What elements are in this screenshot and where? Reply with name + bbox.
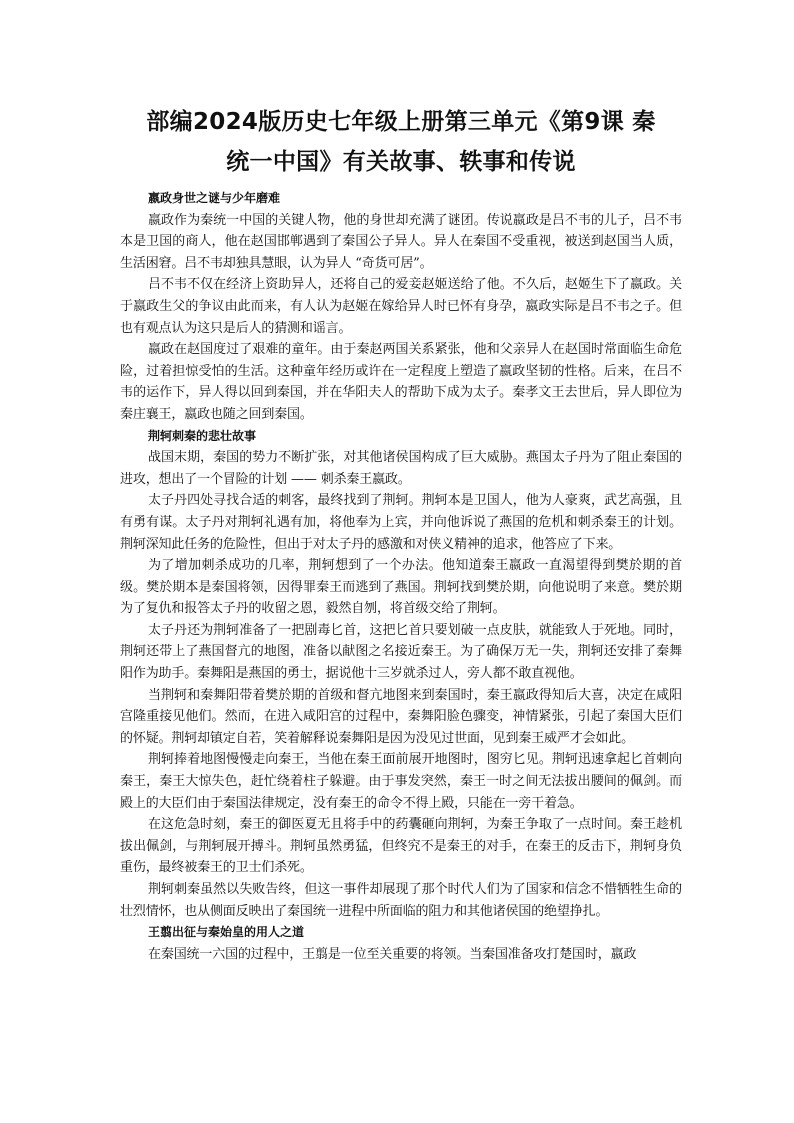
document-body [120, 188, 682, 965]
paragraph: 荆轲捧着地图慢慢走向秦王，当他在秦王面前展开地图时，图穷匕见。荆轲迅速拿起匕首刺向秦王，秦王大惊失色，赶忙绕着柱子躲避。由于事发突然，秦王一时之间无法拔出腰间的佩剑。而殿上的大臣们由于秦国法律规定，没有秦王的命令不得上殿，只能在一旁干着急。 [120, 752, 682, 811]
paragraph: 荆轲刺秦虽然以失败告终，但这一事件却展现了那个时代人们为了国家和信念不惜牺牲生命的壮烈情怀，也从侧面反映出了秦国统一进程中所面临的阻力和其他诸侯国的绝望挣扎。 [120, 882, 682, 919]
title-line-1: 部编2024版历史七年级上册第三单元《第9课 秦 [146, 109, 656, 135]
section-wangjian-campaign [120, 922, 682, 965]
paragraph: 在这危急时刻，秦王的御医夏无且将手中的药囊砸向荆轲，为秦王争取了一点时间。秦王趁机拔出佩剑，与荆轲展开搏斗。荆轲虽然勇猛，但终究不是秦王的对手，在秦王的反击下，荆轲身负重伤，最终被秦王的卫士们杀死。 [120, 817, 682, 876]
paragraph: 为了增加刺杀成功的几率，荆轲想到了一个办法。他知道秦王嬴政一直渴望得到樊於期的首级。樊於期本是秦国将领，因得罪秦王而逃到了燕国。荆轲找到樊於期，向他说明了来意。樊於期为了复仇和报答太子丹的收留之恩，毅然自刎，将首级交给了荆轲。 [120, 558, 682, 617]
section-heading: 荆轲刺秦的悲壮故事 [148, 428, 257, 443]
title-line-2: 统一中国》有关故事、轶事和传说 [226, 149, 576, 175]
section-heading: 王翦出征与秦始皇的用人之道 [148, 925, 305, 940]
section-yingzheng-origin [120, 188, 682, 426]
section-jingke-assassination [120, 426, 682, 923]
paragraph: 嬴政在赵国度过了艰难的童年。由于秦赵两国关系紧张，他和父亲异人在赵国时常面临生命危险，过着担惊受怕的生活。这种童年经历或许在一定程度上塑造了嬴政坚韧的性格。后来，在吕不韦的运作下，异人得以回到秦国，并在华阳夫人的帮助下成为太子。秦孝文王去世后，异人即位为秦庄襄王，嬴政也随之回到秦国。 [120, 342, 682, 422]
section-heading: 嬴政身世之谜与少年磨难 [148, 191, 281, 205]
paragraph: 当荆轲和秦舞阳带着樊於期的首级和督亢地图来到秦国时，秦王嬴政得知后大喜，决定在咸阳宫隆重接见他们。然而，在进入咸阳宫的过程中，秦舞阳脸色骤变，神情紧张，引起了秦国大臣们的怀疑。荆轲却镇定自若，笑着解释说秦舞阳是因为没见过世面，见到秦王威严才会如此。 [120, 687, 682, 746]
paragraph: 战国末期，秦国的势力不断扩张，对其他诸侯国构成了巨大威胁。燕国太子丹为了阻止秦国的进攻，想出了一个冒险的计划 —— 刺杀秦王嬴政。 [120, 450, 682, 487]
document-title [120, 0, 682, 182]
paragraph: 太子丹还为荆轲准备了一把剧毒匕首，这把匕首只要划破一点皮肤，就能致人于死地。同时，荆轲还带上了燕国督亢的地图，准备以献图之名接近秦王。为了确保万无一失，荆轲还安排了秦舞阳作为助手。秦舞阳是燕国的勇士，据说他十三岁就杀过人，旁人都不敢直视他。 [120, 622, 682, 682]
paragraph: 嬴政作为秦统一中国的关键人物，他的身世却充满了谜团。传说嬴政是吕不韦的儿子，吕不韦本是卫国的商人，他在赵国邯郸遇到了秦国公子异人。异人在秦国不受重视，被送到赵国当人质，生活困窘。吕不韦却独具慧眼，认为异人 “奇货可居”。 [120, 212, 682, 271]
paragraph: 吕不韦不仅在经济上资助异人，还将自己的爱妾赵姬送给了他。不久后，赵姬生下了嬴政。关于嬴政生父的争议由此而来，有人认为赵姬在嫁给异人时已怀有身孕，嬴政实际是吕不韦之子。但也有观点认为这只是后人的猜测和谣言。 [120, 277, 682, 336]
paragraph: 太子丹四处寻找合适的刺客，最终找到了荆轲。荆轲本是卫国人，他为人豪爽，武艺高强，且有勇有谋。太子丹对荆轲礼遇有加，将他奉为上宾，并向他诉说了燕国的危机和刺杀秦王的计划。荆轲深知此任务的危险性，但出于对太子丹的感激和对侠义精神的追求，他答应了下来。 [120, 493, 682, 552]
paragraph: 在秦国统一六国的过程中，王翦是一位至关重要的将领。当秦国准备攻打楚国时，嬴政 [148, 946, 637, 962]
